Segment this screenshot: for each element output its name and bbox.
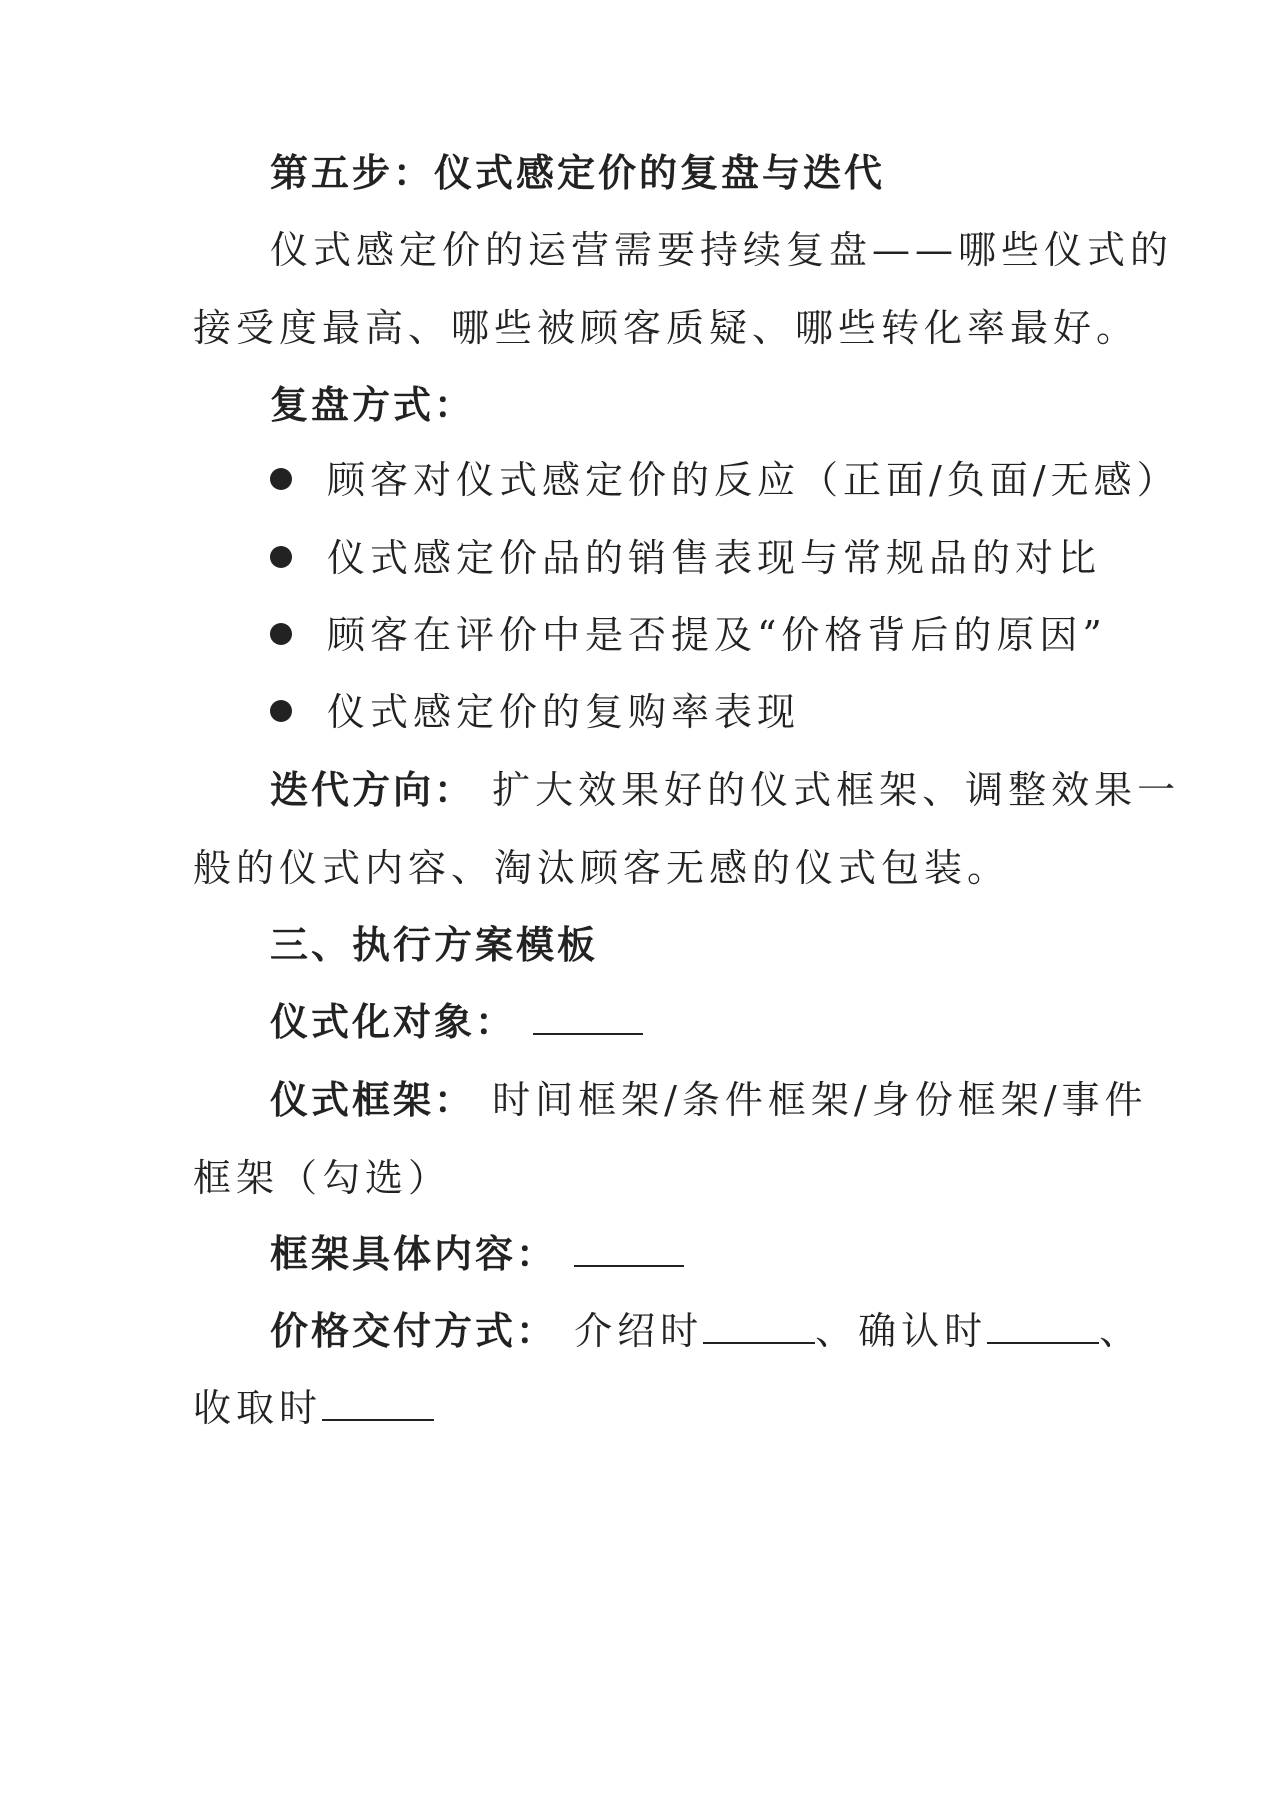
frame-label: 仪式框架： <box>270 1078 476 1122</box>
object-row <box>270 997 643 1047</box>
step5-heading: 第五步：仪式感定价的复盘与迭代 <box>270 151 886 195</box>
iteration-text: 扩大效果好的仪式框架、调整效果一 <box>492 768 1181 812</box>
delivery-confirm: 、确认时 <box>815 1309 988 1353</box>
list-item: 顾客对仪式感定价的反应（正面/负面/无感） <box>327 458 1180 502</box>
content-row <box>270 1229 684 1279</box>
content-label: 框架具体内容： <box>270 1232 558 1276</box>
delivery-collect: 收取时 <box>193 1386 323 1430</box>
list-item: 仪式感定价的复购率表现 <box>327 690 801 734</box>
bullet-icon <box>270 546 292 568</box>
bullet-icon <box>270 623 292 645</box>
list-item: 顾客在评价中是否提及“价格背后的原因” <box>327 613 1107 657</box>
frame-options: 时间框架/条件框架/身份框架/事件 <box>492 1078 1148 1122</box>
step5-paragraph-line2: 接受度最高、哪些被顾客质疑、哪些转化率最好。 <box>193 306 1140 350</box>
bullet-icon <box>270 468 292 490</box>
delivery-separator: 、 <box>1099 1309 1143 1353</box>
review-label: 复盘方式： <box>270 383 476 427</box>
frame-row <box>270 1075 1148 1125</box>
delivery-label: 价格交付方式： <box>270 1309 558 1353</box>
object-label: 仪式化对象： <box>270 1000 517 1044</box>
delivery-intro-blank <box>703 1308 815 1344</box>
delivery-confirm-blank <box>987 1308 1099 1344</box>
bullet-icon <box>270 700 292 722</box>
list-item: 仪式感定价品的销售表现与常规品的对比 <box>327 536 1102 580</box>
frame-row-line2: 框架（勾选） <box>193 1156 452 1200</box>
iteration-label: 迭代方向： <box>270 768 476 812</box>
delivery-row <box>270 1306 1142 1356</box>
iteration-line1 <box>270 765 1180 815</box>
content-blank <box>574 1231 684 1267</box>
delivery-row-line2 <box>193 1383 434 1433</box>
step5-paragraph-line1: 仪式感定价的运营需要持续复盘——哪些仪式的 <box>270 228 1174 272</box>
object-blank <box>533 999 643 1035</box>
delivery-collect-blank <box>322 1385 434 1421</box>
iteration-line2: 般的仪式内容、淘汰顾客无感的仪式包装。 <box>193 846 1011 890</box>
delivery-intro: 介绍时 <box>574 1309 704 1353</box>
section3-heading: 三、执行方案模板 <box>270 923 599 967</box>
